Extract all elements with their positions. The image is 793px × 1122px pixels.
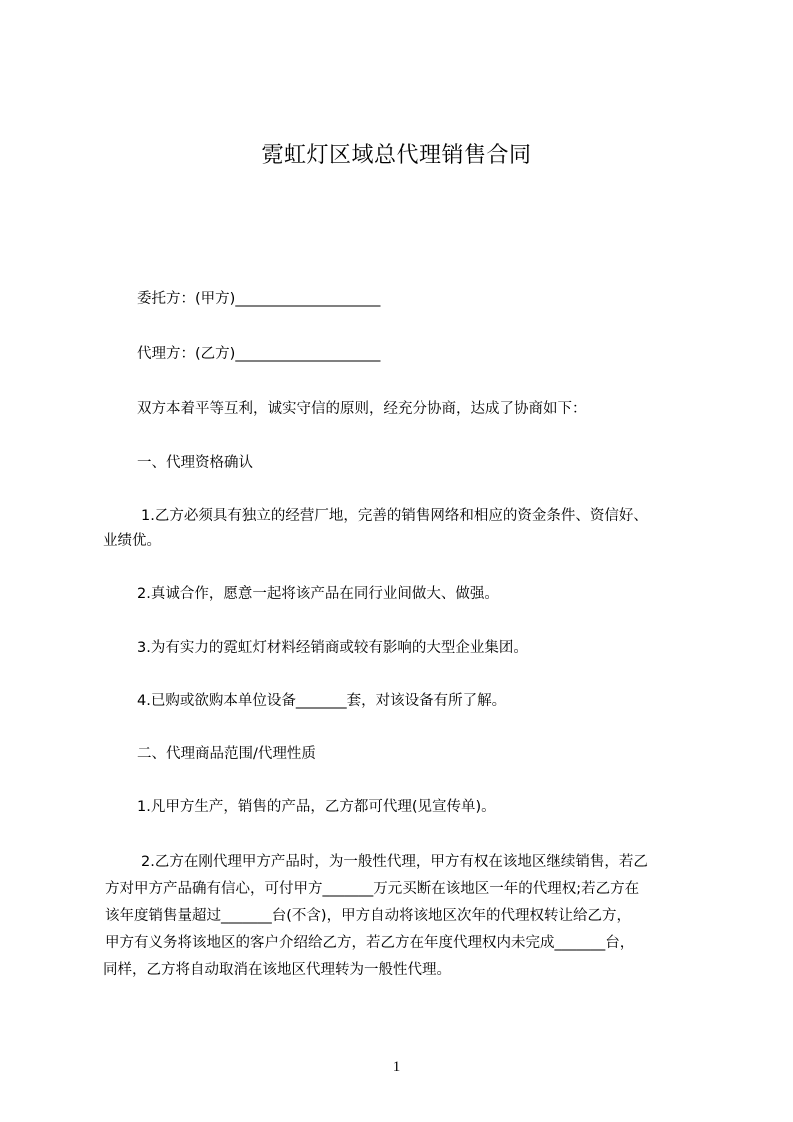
section-1-item-1-line-1: 1.乙方必须具有独立的经营厂地，完善的销售网络和相应的资金条件、资信好、 xyxy=(141,508,648,524)
page-number: 1 xyxy=(392,1059,401,1075)
document-title: 霓虹灯区域总代理销售合同 xyxy=(261,143,532,168)
section-2-item-2-line-3: 该年度销售量超过_______台(不含)，甲方自动将该地区次年的代理权转让给乙方， xyxy=(105,908,632,924)
section-2-item-2-line-4: 甲方有义务将该地区的客户介绍给乙方，若乙方在年度代理权内未完成_______台， xyxy=(105,935,635,951)
party-b-line: 代理方：(乙方)____________________ xyxy=(137,346,381,362)
section-2-item-2-line-2: 方对甲方产品确有信心，可付甲方_______万元买断在该地区一年的代理权;若乙方在 xyxy=(105,881,640,897)
section-1-item-2: 2.真诚合作，愿意一起将该产品在同行业间做大、做强。 xyxy=(137,586,499,602)
section-1-item-3: 3.为有实力的霓虹灯材料经销商或较有影响的大型企业集团。 xyxy=(137,640,528,656)
section-1-item-1-line-2: 业绩优。 xyxy=(103,533,161,549)
section-1-heading: 一、代理资格确认 xyxy=(137,455,253,471)
section-2-heading: 二、代理商品范围/代理性质 xyxy=(137,746,316,762)
intro-paragraph: 双方本着平等互利，诚实守信的原则，经充分协商，达成了协商如下： xyxy=(137,401,587,417)
section-2-item-2-line-5: 同样，乙方将自动取消在该地区代理转为一般性代理。 xyxy=(103,962,451,978)
party-a-line: 委托方：(甲方)____________________ xyxy=(137,291,381,307)
section-2-item-2-line-1: 2.乙方在刚代理甲方产品时，为一般性代理，甲方有权在该地区继续销售，若乙 xyxy=(141,854,648,870)
section-2-item-1: 1.凡甲方生产，销售的产品，乙方都可代理(见宣传单)。 xyxy=(137,799,496,815)
section-1-item-4: 4.已购或欲购本单位设备_______套，对该设备有所了解。 xyxy=(137,693,507,709)
